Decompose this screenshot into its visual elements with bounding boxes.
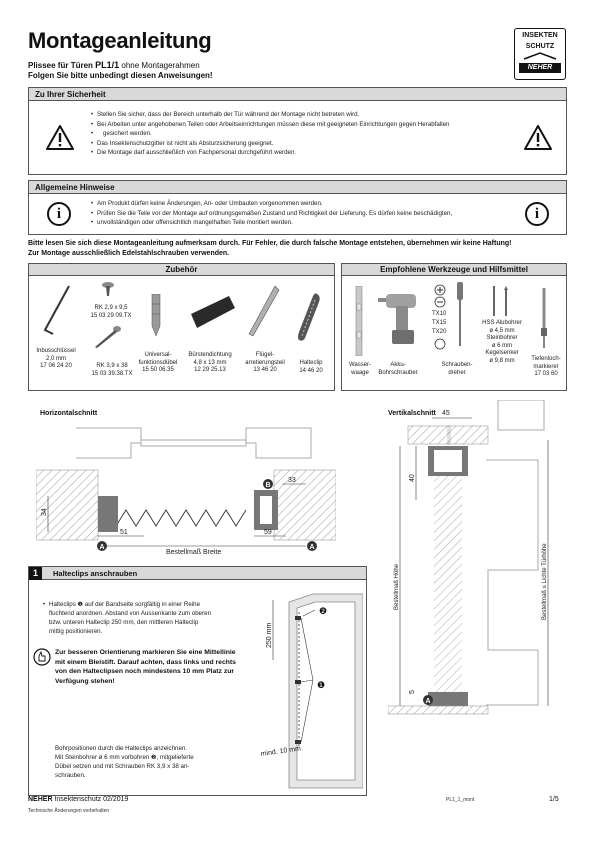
- step1-instructions: • Halteclips ❶ auf der Bandseite sorgfältig in einer Reihe fluchtend anordnen. Abstand von Aussenkante zum oberen bzw. unteren Halteclip 250 mm, den mittleren Halteclip mittig positionieren.: [43, 600, 253, 636]
- svg-text:250 mm: 250 mm: [266, 622, 273, 648]
- safety-list: • Stellen Sie sicher, dass der Bereich unterhalb der Tür während der Montage nicht betreten wird. • Bei Arbeiten unter angehobenen Teilen oder Arbeitseinrichtungen müssen diese mit geeigneten Einrichtungen gegen Herabfallen • gesichert werden. • Das Insektenschutzgitter ist nicht als Absturzsicherung geeignet. • Die Montage darf ausschließlich von Fachpersonal durchgeführt werden.: [91, 110, 511, 158]
- wing-lock-part-icon: [245, 284, 281, 340]
- vertical-section-title: Vertikalschnitt: [388, 410, 436, 417]
- svg-text:5: 5: [409, 690, 416, 694]
- retaining-clip-icon: [297, 292, 321, 342]
- svg-text:mind. 10 mm: mind. 10 mm: [260, 745, 302, 758]
- step-number: 1: [29, 567, 42, 580]
- subtitle-instruction: Folgen Sie bitte unbedingt diesen Anweisungen!: [28, 71, 213, 80]
- safety-section: [28, 87, 567, 175]
- logo-roof-icon: [520, 52, 560, 60]
- screw-long-icon: [91, 325, 121, 349]
- step1-title: Halteclips anschrauben: [53, 569, 138, 578]
- svg-text:A: A: [99, 544, 105, 551]
- svg-text:59: 59: [264, 529, 272, 536]
- spirit-level-icon: [355, 286, 363, 356]
- horizontal-section-drawing: [36, 418, 336, 558]
- info-icon: i: [47, 202, 71, 226]
- warning-triangle-icon: [523, 124, 553, 151]
- svg-text:A: A: [425, 698, 431, 705]
- accessories-section: Zubehör Inbusschlüssel 2,0 mm 17 06 24 20 RK 2,9 x 9,5 15 03 29 09.TX RK 3,9 x 38 15 03 39.38.TX Universal- funktionsdübel 15 50 06.35 Bürstendichtung 4,8 x 13 mm 12 29 25.13 Flügel- arretierungsteil 13 46 20 Halteclip 14 46 20: [28, 263, 335, 391]
- svg-text:45: 45: [442, 410, 450, 417]
- tools-title: Empfohlene Werkzeuge und Hilfsmittel: [342, 264, 566, 276]
- svg-text:❷: ❷: [319, 606, 328, 616]
- torx-plus-icon: [434, 284, 446, 308]
- svg-text:Bestellmaß ≤ Lichte Türhöhe: Bestellmaß ≤ Lichte Türhöhe: [542, 543, 548, 620]
- screw-small-icon: [101, 281, 115, 297]
- drill-bits-icon: [490, 286, 512, 318]
- svg-text:A: A: [309, 544, 315, 551]
- stainless-note: Zur Montage ausschließlich Edelstahlschrauben verwenden.: [28, 250, 230, 257]
- svg-text:❶: ❶: [317, 680, 326, 690]
- svg-text:Bestellmaß Breite: Bestellmaß Breite: [166, 549, 222, 556]
- subtitle: Plissee für Türen PL1/1 ohne Montagerahmen: [28, 60, 200, 70]
- step1-header: [28, 566, 367, 580]
- safety-title: Zu Ihrer Sicherheit: [29, 88, 566, 101]
- footer-note: Technische Änderungen vorbehalten: [28, 808, 110, 814]
- cordless-drill-icon: [378, 292, 422, 346]
- page-number: 1/5: [549, 796, 559, 803]
- svg-text:40: 40: [409, 474, 416, 482]
- hand-tip-icon: [33, 648, 51, 666]
- depth-marker-icon: [540, 288, 548, 348]
- vertical-section-drawing: [388, 400, 560, 720]
- svg-text:33: 33: [288, 477, 296, 484]
- svg-text:B: B: [265, 482, 271, 489]
- door-frame-drawing: [251, 588, 363, 794]
- general-list: • Am Produkt dürfen keine Änderungen, An- oder Umbauten vorgenommen werden. • Prüfen Sie die Teile vor der Montage auf ordnungsgemäßen Zustand und Richtigkeit der Lieferung. Es dürfen keine beschädigten, • unvollständigen oder offensichtlich mangelhaften Teile montiert werden.: [91, 199, 521, 228]
- accessories-title: Zubehör: [29, 264, 334, 276]
- brush-seal-icon: [189, 294, 237, 332]
- doc-code: PL1_1_mont: [446, 797, 475, 803]
- step1-drilling-text: Bohrpositionen durch die Halteclips anzeichnen. Mit Steinbohrer ø 6 mm vorbohren ❷, mitgelieferte Dübel setzen und mit Schrauben RK 3,9 x 38 an- schrauben.: [55, 745, 194, 779]
- liability-warning: Bitte lesen Sie sich diese Montageanleitung aufmerksam durch. Für Fehler, die durch falsche Montage entstehen, übernehmen wir keine Haftung!: [28, 240, 512, 247]
- footer-brand: NEHER Insektenschutz 02/2019: [28, 796, 129, 803]
- step1-body: [28, 580, 367, 796]
- screwdriver-icon: [454, 282, 466, 348]
- horizontal-section-title: Horizontalschnitt: [40, 410, 98, 417]
- svg-text:34: 34: [41, 508, 48, 516]
- step1-tip: Zur besseren Orientierung markieren Sie eine Mittellinie mit einem Bleistift. Darauf achten, dass links und rechts von den Halteclipsen noch mindestens 10 mm Platz zur Verfügung stehen!: [55, 649, 236, 685]
- general-title: Allgemeine Hinweise: [29, 181, 566, 194]
- hex-key-icon: [37, 284, 77, 336]
- dowel-icon: [149, 294, 163, 336]
- warning-triangle-icon: [45, 124, 75, 151]
- general-section: [28, 180, 567, 235]
- info-icon: i: [525, 202, 549, 226]
- page-title: Montageanleitung: [28, 28, 212, 53]
- brand-logo: INSEKTEN SCHUTZ NEHER: [514, 28, 566, 80]
- svg-text:51: 51: [120, 529, 128, 536]
- tools-section: Empfohlene Werkzeuge und Hilfsmittel Wasser- waage Akku- Bohrschrauber TX10 TX15 TX20 Schrauben- dreher HSS Alubohrer ø 4,5 mm Steinbohrer ø 6 mm Kegelsenker ø 9,8 mm Tiefenloch- markierer 17 03 60: [341, 263, 567, 391]
- svg-text:Bestellmaß Höhe: Bestellmaß Höhe: [394, 563, 400, 610]
- torx-star-icon: [434, 338, 446, 350]
